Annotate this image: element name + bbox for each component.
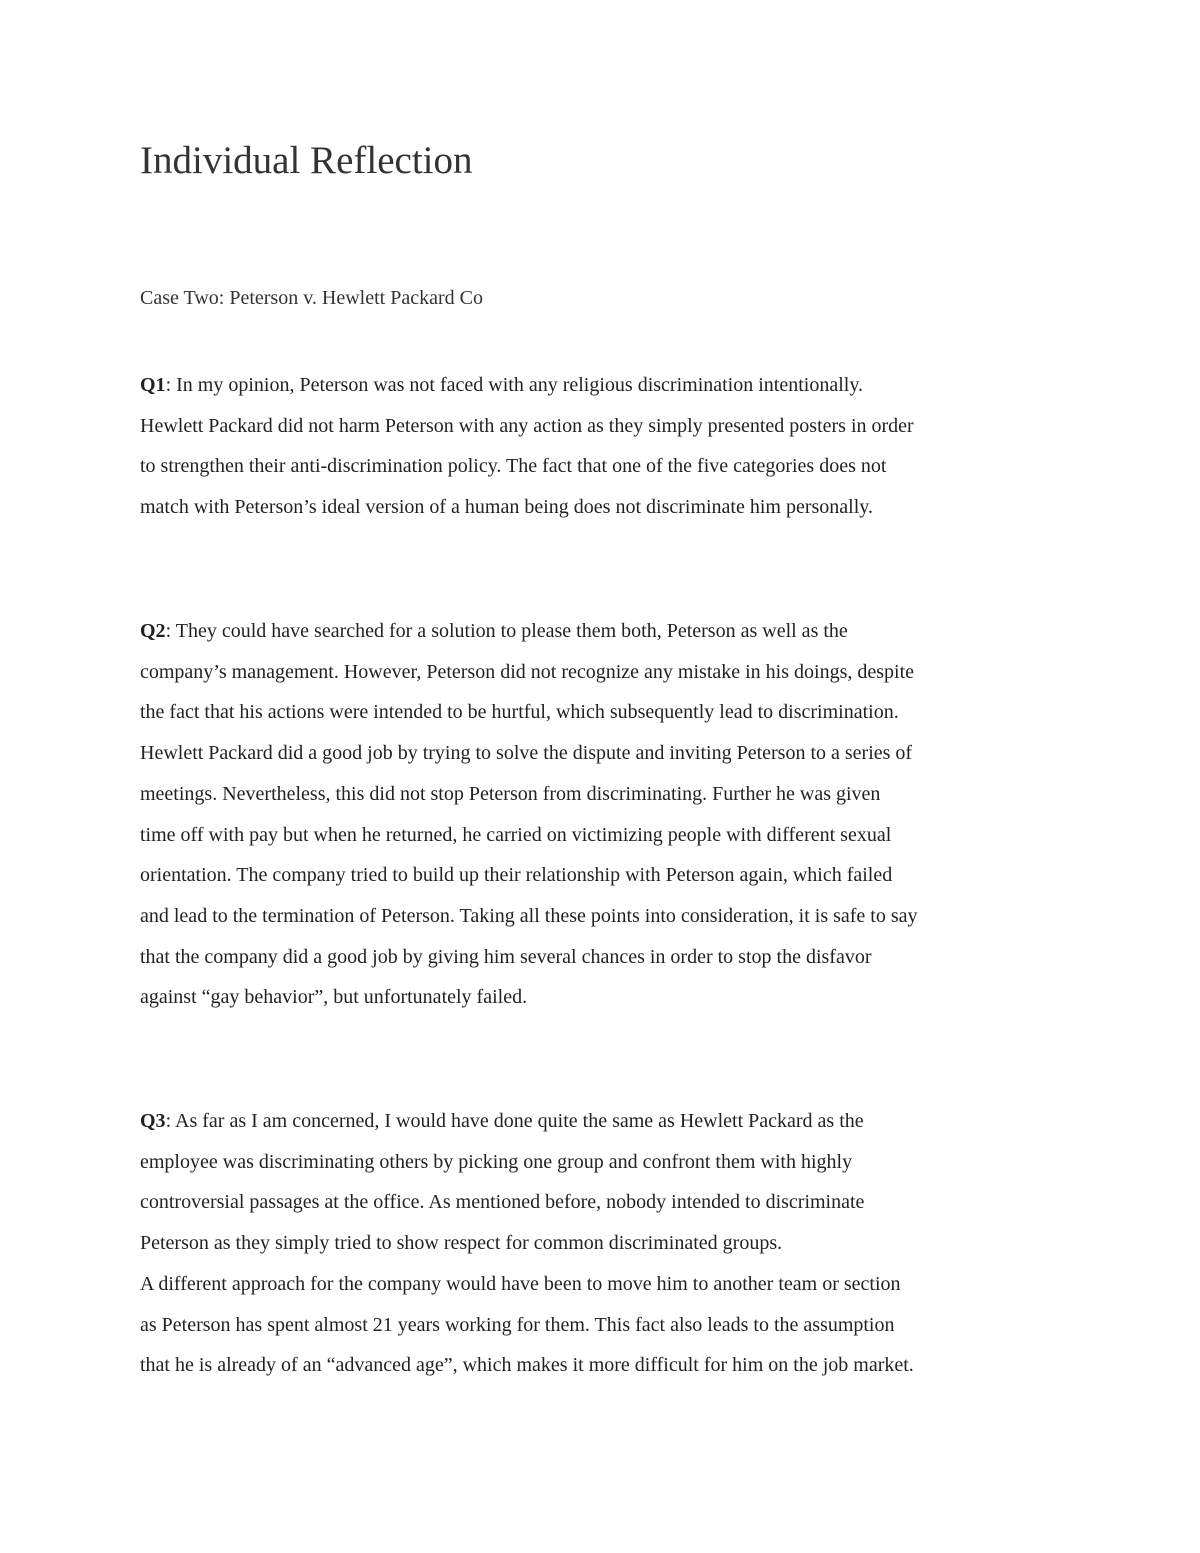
- answer-line: orientation. The company tried to build up their relationship with Peterson again, which failed: [140, 864, 893, 887]
- answer-line: meetings. Nevertheless, this did not stop Peterson from discriminating. Further he was given: [140, 782, 881, 805]
- answer-q2: [140, 611, 1070, 1018]
- answer-line: as Peterson has spent almost 21 years working for them. This fact also leads to the assumption: [140, 1313, 895, 1336]
- answer-line: company’s management. However, Peterson did not recognize any mistake in his doings, despite: [140, 660, 915, 683]
- answer-line: employee was discriminating others by picking one group and confront them with highly: [140, 1150, 853, 1173]
- answer-text: : As far as I am concerned, I would have done quite the same as Hewlett Packard as the: [165, 1110, 864, 1132]
- answer-text: : They could have searched for a solution to please them both, Peterson as well as the: [165, 620, 848, 642]
- answer-line: to strengthen their anti-discrimination policy. The fact that one of the five categories does not: [140, 455, 887, 478]
- answer-q1: [140, 365, 1070, 528]
- answer-line: match with Peterson’s ideal version of a human being does not discriminate him personally.: [140, 496, 873, 519]
- answer-line: that the company did a good job by giving him several chances in order to stop the disfavor: [140, 945, 872, 968]
- answer-line: controversial passages at the office. As mentioned before, nobody intended to discriminate: [140, 1191, 865, 1214]
- answer-text: : In my opinion, Peterson was not faced with any religious discrimination intentionally.: [165, 374, 864, 396]
- question-label-q1: Q1: [140, 374, 166, 396]
- answer-line: and lead to the termination of Peterson. Taking all these points into consideration, it is safe to say: [140, 904, 918, 927]
- answer-line: Hewlett Packard did not harm Peterson with any action as they simply presented posters in order: [140, 414, 914, 437]
- case-heading: Case Two: Peterson v. Hewlett Packard Co: [140, 287, 483, 309]
- answer-line: [140, 1101, 1070, 1142]
- question-label-q2: Q2: [140, 620, 166, 642]
- answer-line: Hewlett Packard did a good job by trying to solve the dispute and inviting Peterson to a series of: [140, 742, 913, 765]
- question-label-q3: Q3: [140, 1110, 166, 1132]
- answer-line: against “gay behavior”, but unfortunately failed.: [140, 986, 528, 1009]
- answer-line: A different approach for the company would have been to move him to another team or section: [140, 1272, 901, 1295]
- answer-line: time off with pay but when he returned, he carried on victimizing people with different sexual: [140, 823, 892, 846]
- answer-line: [140, 611, 1070, 652]
- answer-line: [140, 365, 1070, 406]
- answer-line: Peterson as they simply tried to show respect for common discriminated groups.: [140, 1232, 783, 1255]
- answer-q3: [140, 1101, 1070, 1386]
- answer-line: that he is already of an “advanced age”, which makes it more difficult for him on the job market.: [140, 1354, 914, 1377]
- answer-line: the fact that his actions were intended to be hurtful, which subsequently lead to discrimination.: [140, 701, 899, 724]
- document-title: Individual Reflection: [140, 139, 473, 182]
